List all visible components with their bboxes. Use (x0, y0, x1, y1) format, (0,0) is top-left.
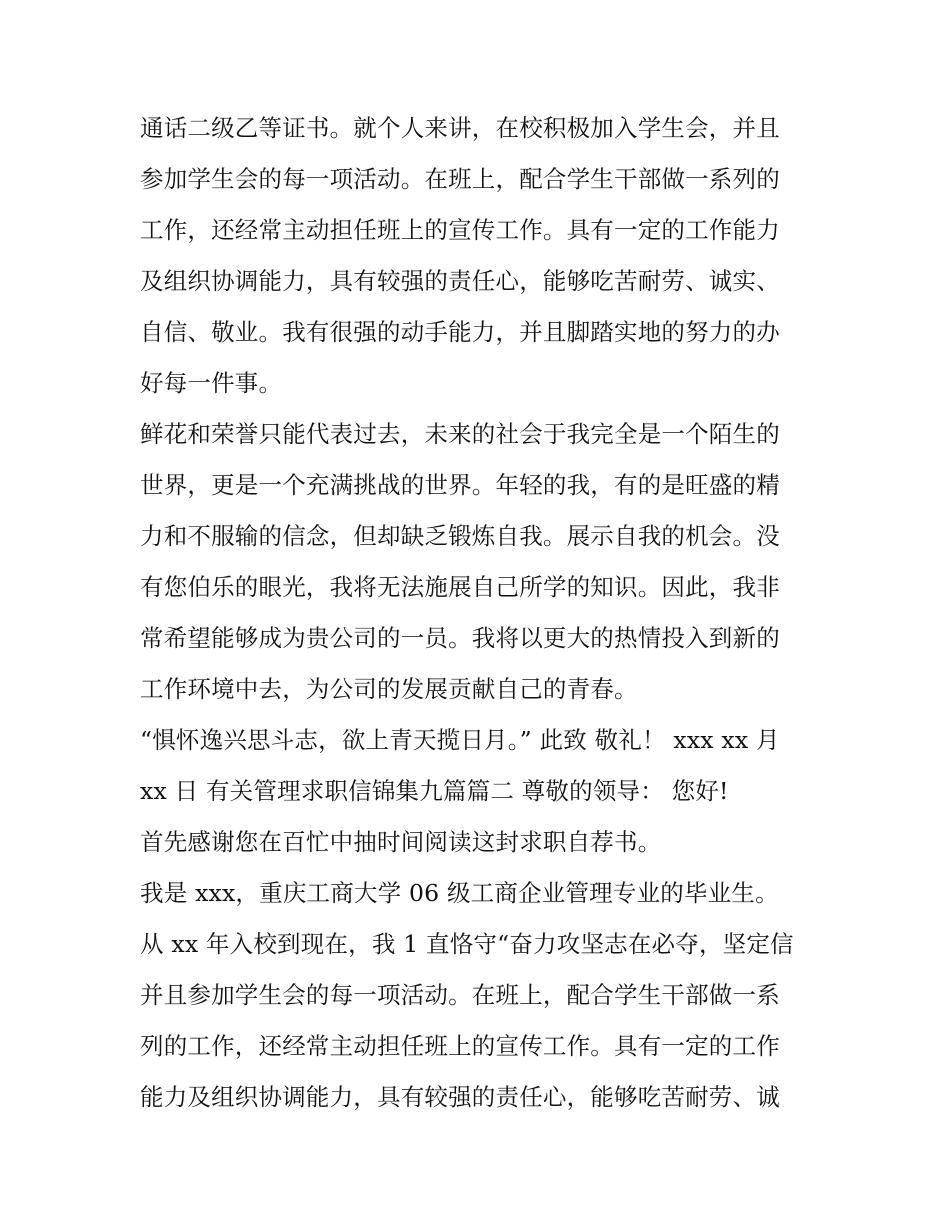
text-line: xx 日 有关管理求职信锦集九篇篇二 尊敬的领导： 您好! (140, 777, 729, 805)
text-line: 列的工作，还经常主动担任班上的宣传工作。具有一定的工作 (140, 1032, 780, 1060)
text-line: 及组织协调能力，具有较强的责任心，能够吃苦耐劳、诚实、 (140, 267, 780, 295)
text-line: 并且参加学生会的每一项活动。在班上，配合学生干部做一系 (140, 981, 780, 1009)
text-line: “惧怀逸兴思斗志，欲上青天揽日月。” 此致 敬礼！ xxx xx 月 (140, 726, 780, 754)
text-line: 鲜花和荣誉只能代表过去，未来的社会于我完全是一个陌生的 (140, 420, 780, 448)
body-text (140, 103, 820, 1123)
text-line: 首先感谢您在百忙中抽时间阅读这封求职自荐书。 (140, 828, 662, 856)
text-line: 好每一件事。 (140, 369, 283, 397)
text-line: 力和不服输的信念，但却缺乏锻炼自我。展示自我的机会。没 (140, 522, 780, 550)
text-line: 常希望能够成为贵公司的一员。我将以更大的热情投入到新的 (140, 624, 780, 652)
text-line: 世界，更是一个充满挑战的世界。年轻的我，有的是旺盛的精 (140, 471, 780, 499)
text-line: 通话二级乙等证书。就个人来讲，在校积极加入学生会，并且 (140, 114, 780, 142)
text-line: 自信、敬业。我有很强的动手能力，并且脚踏实地的努力的办 (140, 318, 780, 346)
text-line: 我是 xxx，重庆工商大学 06 级工商企业管理专业的毕业生。 (140, 879, 779, 907)
text-line: 能力及组织协调能力，具有较强的责任心，能够吃苦耐劳、诚 (140, 1083, 780, 1111)
text-line: 工作，还经常主动担任班上的宣传工作。具有一定的工作能力 (140, 216, 780, 244)
text-line: 参加学生会的每一项活动。在班上，配合学生干部做一系列的 (140, 165, 780, 193)
text-line: 工作环境中去，为公司的发展贡献自己的青春。 (140, 675, 638, 703)
text-line: 从 xx 年入校到现在，我 1 直恪守“奋力攻坚志在必夺，坚定信 (140, 930, 794, 958)
text-line: 有您伯乐的眼光，我将无法施展自己所学的知识。因此，我非 (140, 573, 780, 601)
